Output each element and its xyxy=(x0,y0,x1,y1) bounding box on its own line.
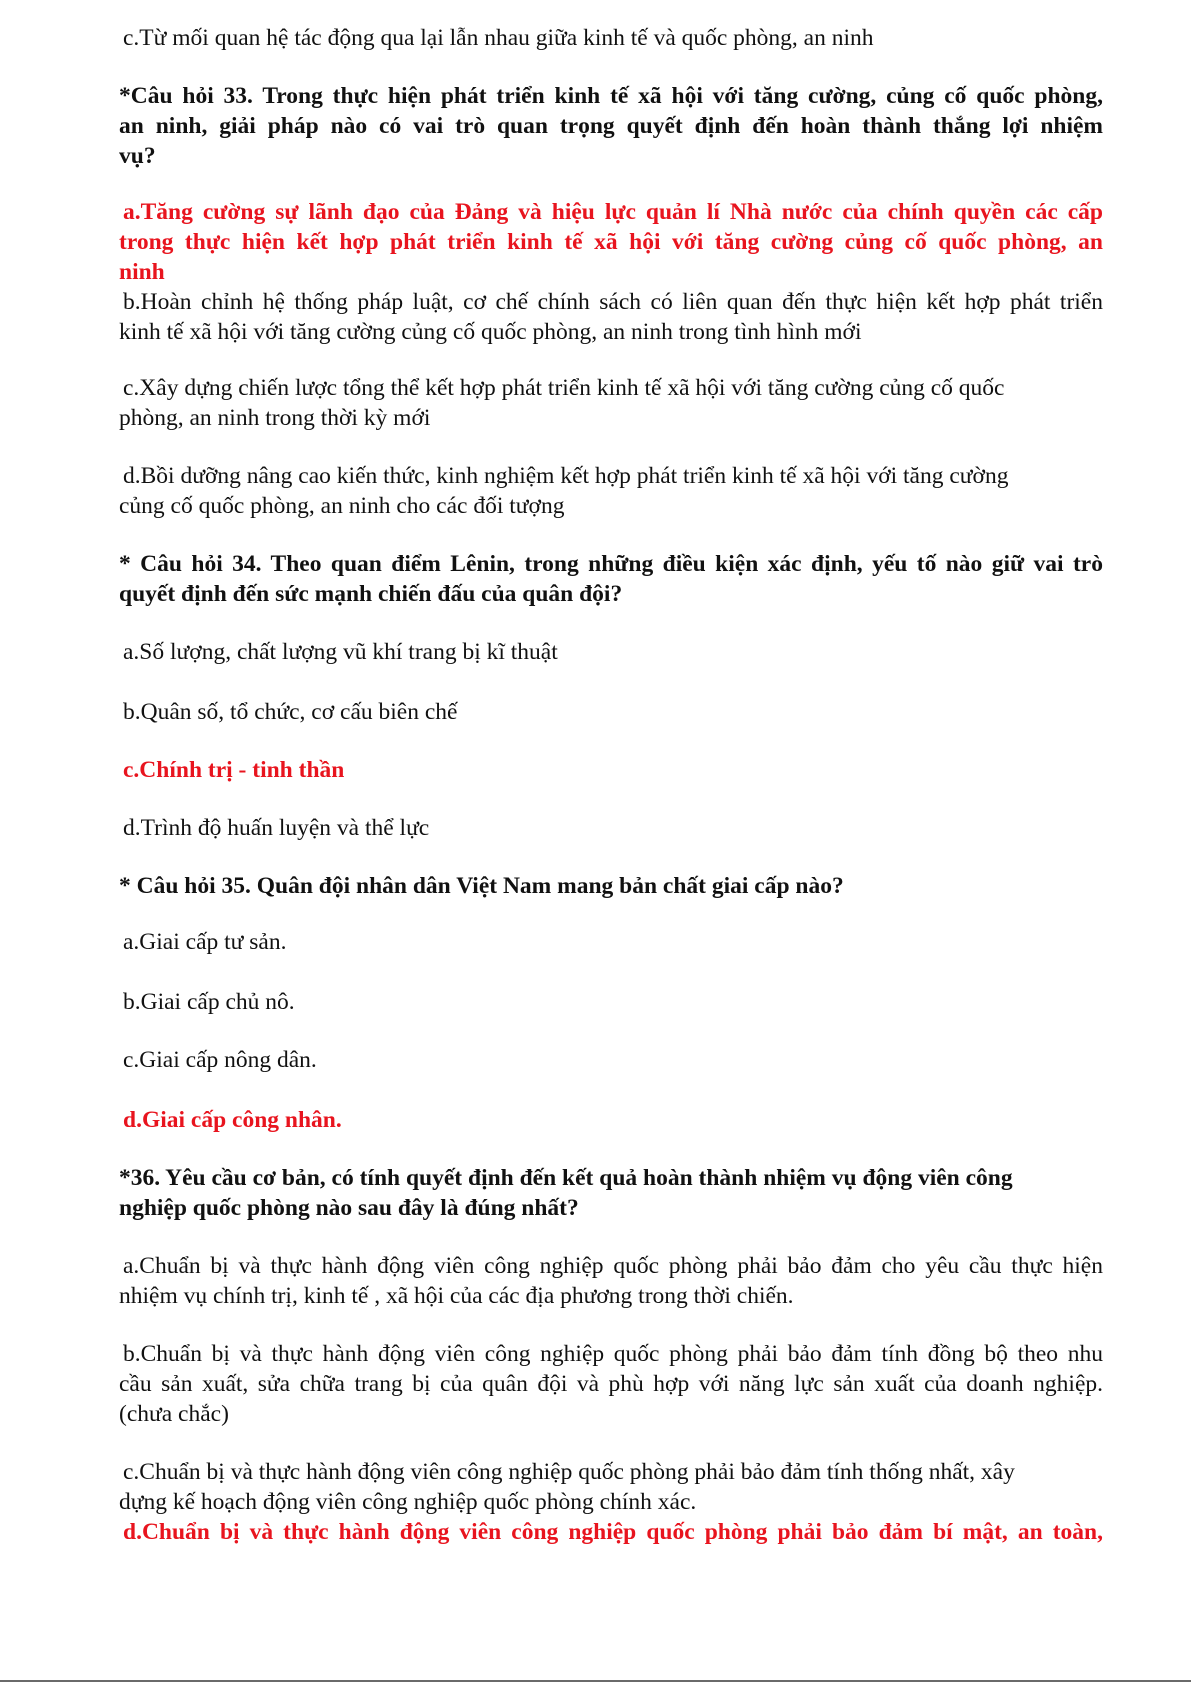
q35-option-d-answer: d.Giai cấp công nhân. xyxy=(123,1107,342,1133)
q35-option-c: c.Giai cấp nông dân. xyxy=(123,1047,317,1073)
q36-option-a-line-2: nhiệm vụ chính trị, kinh tế , xã hội của các địa phương trong thời chiến. xyxy=(119,1283,794,1309)
q36-title-line-2: nghiệp quốc phòng nào sau đây là đúng nhất? xyxy=(119,1195,579,1221)
q36-option-b-line-1: b.Chuẩn bị và thực hành động viên công nghiệp quốc phòng phải bảo đảm tính đồng bộ theo nhu xyxy=(123,1341,1103,1367)
q33-option-b-line-1: b.Hoàn chỉnh hệ thống pháp luật, cơ chế chính sách có liên quan đến thực hiện kết hợp phát triển xyxy=(123,289,1103,315)
q32-option-c: c.Từ mối quan hệ tác động qua lại lẫn nhau giữa kinh tế và quốc phòng, an ninh xyxy=(123,25,874,51)
q33-option-d-line-1: d.Bồi dưỡng nâng cao kiến thức, kinh nghiệm kết hợp phát triển kinh tế xã hội với tăng cường xyxy=(123,463,1009,489)
q34-option-a: a.Số lượng, chất lượng vũ khí trang bị kĩ thuật xyxy=(123,639,558,665)
q33-title-line-1: *Câu hỏi 33. Trong thực hiện phát triển kinh tế xã hội với tăng cường, củng cố quốc phòng, xyxy=(119,83,1103,109)
q34-option-d: d.Trình độ huấn luyện và thể lực xyxy=(123,815,430,841)
q33-option-c-line-2: phòng, an ninh trong thời kỳ mới xyxy=(119,405,431,431)
q33-title-line-2: an ninh, giải pháp nào có vai trò quan trọng quyết định đến hoàn thành thắng lợi nhiệm xyxy=(119,113,1103,139)
q34-option-b: b.Quân số, tổ chức, cơ cấu biên chế xyxy=(123,699,458,725)
q33-title-line-3: vụ? xyxy=(119,143,156,169)
q35-option-b: b.Giai cấp chủ nô. xyxy=(123,989,295,1015)
q33-option-d-line-2: củng cố quốc phòng, an ninh cho các đối tượng xyxy=(119,493,565,519)
q36-option-c-line-1: c.Chuẩn bị và thực hành động viên công nghiệp quốc phòng phải bảo đảm tính thống nhất, xây xyxy=(123,1459,1015,1485)
q33-option-a-line-1: a.Tăng cường sự lãnh đạo của Đảng và hiệu lực quản lí Nhà nước của chính quyền các cấp xyxy=(123,199,1103,225)
q34-title-line-2: quyết định đến sức mạnh chiến đấu của quân đội? xyxy=(119,581,623,607)
q34-option-c-answer: c.Chính trị - tinh thần xyxy=(123,757,345,783)
q33-option-b-line-2: kinh tế xã hội với tăng cường củng cố quốc phòng, an ninh trong tình hình mới xyxy=(119,319,862,345)
page-bottom-rule xyxy=(0,1680,1191,1682)
q34-title-line-1: * Câu hỏi 34. Theo quan điểm Lênin, trong những điều kiện xác định, yếu tố nào giữ vai trò xyxy=(119,551,1103,577)
q35-title: * Câu hỏi 35. Quân đội nhân dân Việt Nam mang bản chất giai cấp nào? xyxy=(119,873,844,899)
q36-option-c-line-2: dựng kế hoạch động viên công nghiệp quốc phòng chính xác. xyxy=(119,1489,697,1515)
q36-option-d-answer-line-1: d.Chuẩn bị và thực hành động viên công nghiệp quốc phòng phải bảo đảm bí mật, an toàn, xyxy=(123,1519,1103,1545)
q36-title-line-1: *36. Yêu cầu cơ bản, có tính quyết định đến kết quả hoàn thành nhiệm vụ động viên công xyxy=(119,1165,1013,1191)
q33-option-a-line-3: ninh xyxy=(119,259,165,285)
q33-option-c-line-1: c.Xây dựng chiến lược tổng thể kết hợp phát triển kinh tế xã hội với tăng cường củng cố quốc xyxy=(123,375,1005,401)
q36-option-b-note: (chưa chắc) xyxy=(119,1401,229,1427)
q35-option-a: a.Giai cấp tư sản. xyxy=(123,929,287,955)
q33-option-a-line-2: trong thực hiện kết hợp phát triển kinh tế xã hội với tăng cường củng cố quốc phòng, an xyxy=(119,229,1103,255)
q36-option-b-line-2: cầu sản xuất, sửa chữa trang bị của quân đội và phù hợp với năng lực sản xuất của doanh nghiệp. xyxy=(119,1371,1103,1397)
q36-option-a-line-1: a.Chuẩn bị và thực hành động viên công nghiệp quốc phòng phải bảo đảm cho yêu cầu thực hiện xyxy=(123,1253,1103,1279)
